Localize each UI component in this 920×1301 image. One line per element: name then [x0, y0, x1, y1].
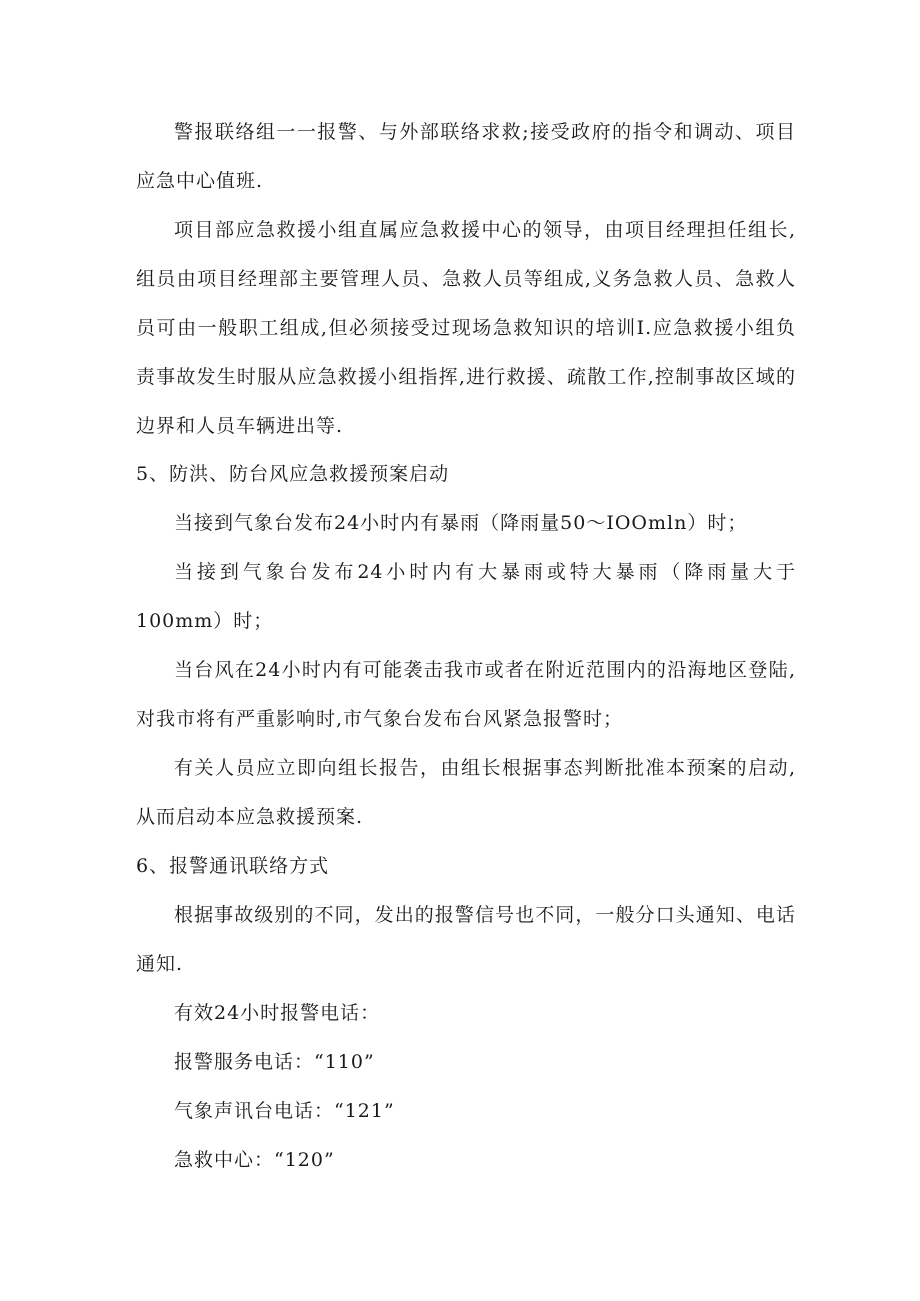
paragraph-report-leader: 有关人员应立即向组长报告，由组长根据事态判断批准本预案的启动,从而启动本应急救援预案.	[136, 757, 796, 828]
paragraph-alarm-signal: 根据事故级别的不同，发出的报警信号也不同，一般分口头通知、电话通知.	[136, 904, 796, 975]
section-heading-5: 5、防洪、防台风应急救援预案启动	[136, 463, 450, 485]
contact-police: 报警服务电话：“110”	[174, 1051, 375, 1073]
contact-weather: 气象声讯台电话：“121”	[174, 1100, 395, 1122]
paragraph-rescue-team: 项目部应急救援小组直属应急救援中心的领导，由项目经理担任组长,组员由项目经理部主要管理人员、急救人员等组成,义务急救人员、急救人员可由一般职工组成,但必须接受过现场急救知识的培训I.应急救援小组负责事故发生时服从应急救援小组指挥,进行救援、疏散工作,控制事故区域的边界和人员车辆进出等.	[136, 219, 796, 437]
contacts-intro: 有效24小时报警电话：	[174, 1002, 381, 1024]
paragraph-rainstorm: 当接到气象台发布24小时内有暴雨（降雨量50～IOOmln）时；	[174, 512, 748, 534]
contact-emergency: 急救中心：“120”	[174, 1149, 335, 1171]
section-heading-6: 6、报警通讯联络方式	[136, 855, 330, 877]
paragraph-heavy-rainstorm: 当接到气象台发布24小时内有大暴雨或特大暴雨（降雨量大于100mm）时；	[136, 561, 796, 632]
paragraph-alarm-group: 警报联络组一一报警、与外部联络求救;接受政府的指令和调动、项目应急中心值班.	[136, 121, 796, 192]
paragraph-typhoon: 当台风在24小时内有可能袭击我市或者在附近范围内的沿海地区登陆,对我市将有严重影响时,市气象台发布台风紧急报警时；	[136, 659, 796, 730]
